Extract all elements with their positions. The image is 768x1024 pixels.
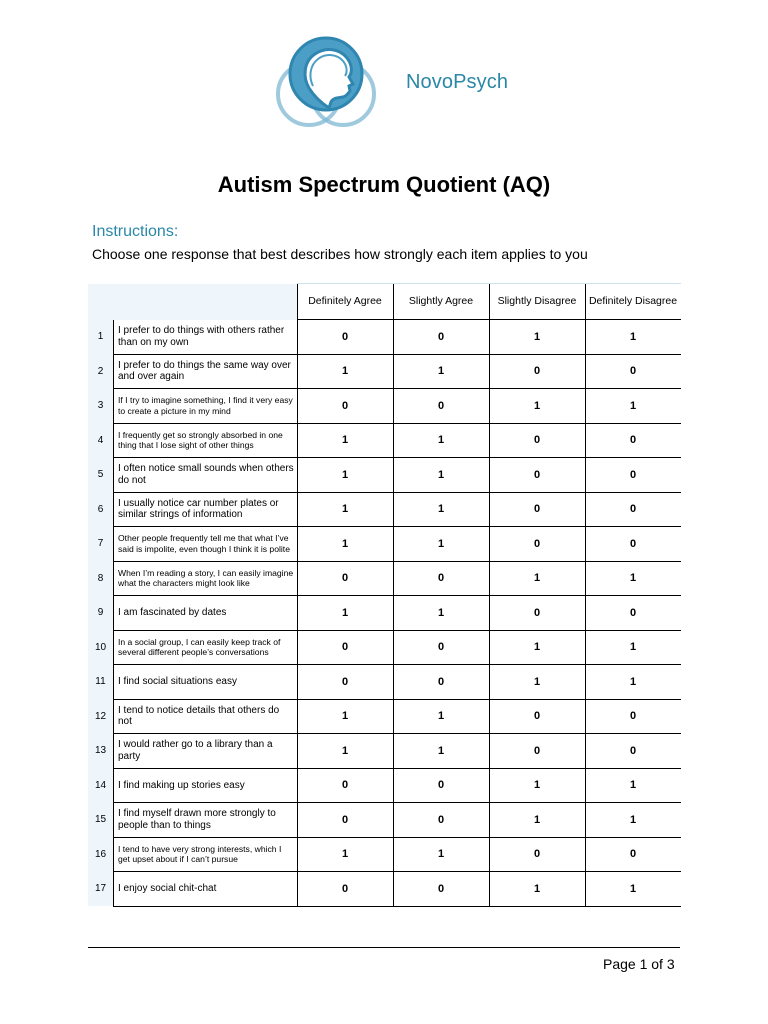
item-question: Other people frequently tell me that what I’ve said is impolite, even though I think it is polite: [114, 527, 298, 562]
item-number: 13: [88, 734, 114, 769]
page-number: Page 1 of 3: [603, 956, 675, 972]
item-score: 0: [489, 354, 585, 389]
table-row: [88, 527, 681, 562]
item-score: 1: [297, 527, 393, 562]
item-question: I find social situations easy: [114, 665, 298, 700]
item-score: 1: [489, 665, 585, 700]
item-score: 0: [489, 734, 585, 769]
item-score: 1: [489, 389, 585, 424]
item-question: If I try to imagine something, I find it very easy to create a picture in my mind: [114, 389, 298, 424]
item-score: 0: [585, 527, 681, 562]
item-number: 1: [88, 320, 114, 355]
item-score: 1: [585, 872, 681, 907]
item-score: 1: [585, 389, 681, 424]
item-score: 0: [489, 699, 585, 734]
item-question: I usually notice car number plates or similar strings of information: [114, 492, 298, 527]
item-score: 0: [489, 527, 585, 562]
item-score: 0: [393, 768, 489, 803]
item-number: 2: [88, 354, 114, 389]
item-score: 1: [393, 837, 489, 872]
header-corner-question: [114, 284, 298, 320]
item-score: 0: [393, 320, 489, 355]
item-score: 0: [297, 803, 393, 838]
table-row: [88, 596, 681, 631]
item-score: 0: [489, 837, 585, 872]
item-score: 0: [585, 423, 681, 458]
item-score: 1: [393, 734, 489, 769]
document-title: Autism Spectrum Quotient (AQ): [217, 172, 551, 197]
item-score: 1: [585, 665, 681, 700]
questionnaire-body: [88, 320, 681, 907]
item-number: 7: [88, 527, 114, 562]
item-score: 1: [297, 423, 393, 458]
item-score: 0: [393, 665, 489, 700]
item-score: 0: [489, 423, 585, 458]
item-score: 0: [489, 596, 585, 631]
table-row: [88, 699, 681, 734]
item-number: 5: [88, 458, 114, 493]
table-row: [88, 837, 681, 872]
questionnaire-table: [88, 283, 681, 907]
item-score: 1: [585, 768, 681, 803]
item-number: 16: [88, 837, 114, 872]
table-row: [88, 665, 681, 700]
table-row: [88, 492, 681, 527]
item-score: 0: [585, 837, 681, 872]
column-header: Definitely Disagree: [585, 284, 681, 320]
item-question: I am fascinated by dates: [114, 596, 298, 631]
table-row: [88, 458, 681, 493]
item-score: 1: [393, 423, 489, 458]
item-score: 0: [585, 596, 681, 631]
table-row: [88, 354, 681, 389]
item-number: 6: [88, 492, 114, 527]
item-score: 1: [489, 561, 585, 596]
item-score: 0: [393, 803, 489, 838]
footer-divider: [88, 947, 680, 948]
item-question: I enjoy social chit-chat: [114, 872, 298, 907]
item-score: 0: [297, 872, 393, 907]
item-number: 8: [88, 561, 114, 596]
item-score: 0: [297, 665, 393, 700]
item-score: 1: [393, 596, 489, 631]
column-header: Slightly Disagree: [489, 284, 585, 320]
novopsych-logo-icon: [273, 36, 379, 128]
item-score: 1: [297, 354, 393, 389]
item-question: I find making up stories easy: [114, 768, 298, 803]
item-score: 1: [393, 492, 489, 527]
item-score: 0: [297, 768, 393, 803]
item-question: I tend to notice details that others do not: [114, 699, 298, 734]
item-score: 0: [489, 458, 585, 493]
item-score: 1: [585, 630, 681, 665]
item-number: 15: [88, 803, 114, 838]
item-score: 0: [585, 492, 681, 527]
item-score: 0: [297, 630, 393, 665]
table-row: [88, 423, 681, 458]
item-score: 1: [489, 320, 585, 355]
item-number: 11: [88, 665, 114, 700]
header-corner-number: [88, 284, 114, 320]
table-row: [88, 768, 681, 803]
item-score: 1: [393, 699, 489, 734]
item-number: 9: [88, 596, 114, 631]
item-number: 17: [88, 872, 114, 907]
item-score: 1: [393, 527, 489, 562]
item-score: 1: [297, 596, 393, 631]
item-score: 1: [585, 320, 681, 355]
table-row: [88, 803, 681, 838]
item-score: 0: [393, 561, 489, 596]
item-score: 0: [393, 872, 489, 907]
item-score: 1: [489, 803, 585, 838]
item-score: 0: [585, 699, 681, 734]
item-number: 3: [88, 389, 114, 424]
table-row: [88, 734, 681, 769]
item-number: 4: [88, 423, 114, 458]
item-question: I prefer to do things with others rather than on my own: [114, 320, 298, 355]
item-question: I would rather go to a library than a party: [114, 734, 298, 769]
table-row: [88, 561, 681, 596]
item-score: 0: [585, 734, 681, 769]
item-score: 0: [585, 458, 681, 493]
item-score: 1: [393, 458, 489, 493]
item-score: 0: [297, 389, 393, 424]
item-score: 0: [297, 561, 393, 596]
table-row: [88, 872, 681, 907]
item-number: 12: [88, 699, 114, 734]
item-score: 1: [297, 699, 393, 734]
item-question: I prefer to do things the same way over and over again: [114, 354, 298, 389]
item-question: I frequently get so strongly absorbed in one thing that I lose sight of other things: [114, 423, 298, 458]
item-score: 1: [489, 768, 585, 803]
item-score: 0: [393, 389, 489, 424]
instructions-text: Choose one response that best describes how strongly each item applies to you: [92, 246, 588, 262]
item-score: 0: [489, 492, 585, 527]
item-score: 1: [297, 734, 393, 769]
item-number: 14: [88, 768, 114, 803]
table-header-row: [88, 284, 681, 320]
table-row: [88, 389, 681, 424]
item-question: In a social group, I can easily keep track of several different people’s conversations: [114, 630, 298, 665]
item-score: 1: [489, 872, 585, 907]
item-score: 1: [585, 803, 681, 838]
brand-name: NovoPsych: [406, 71, 509, 93]
item-score: 1: [489, 630, 585, 665]
instructions-heading: Instructions:: [92, 223, 179, 240]
table-row: [88, 320, 681, 355]
item-score: 0: [297, 320, 393, 355]
item-score: 1: [297, 458, 393, 493]
item-number: 10: [88, 630, 114, 665]
item-question: I tend to have very strong interests, which I get upset about if I can’t pursue: [114, 837, 298, 872]
table-row: [88, 630, 681, 665]
item-score: 1: [393, 354, 489, 389]
item-question: I find myself drawn more strongly to people than to things: [114, 803, 298, 838]
item-question: When I’m reading a story, I can easily imagine what the characters might look like: [114, 561, 298, 596]
item-score: 1: [297, 837, 393, 872]
item-score: 0: [585, 354, 681, 389]
item-score: 1: [297, 492, 393, 527]
item-score: 0: [393, 630, 489, 665]
item-question: I often notice small sounds when others do not: [114, 458, 298, 493]
column-header: Slightly Agree: [393, 284, 489, 320]
item-score: 1: [585, 561, 681, 596]
column-header: Definitely Agree: [297, 284, 393, 320]
